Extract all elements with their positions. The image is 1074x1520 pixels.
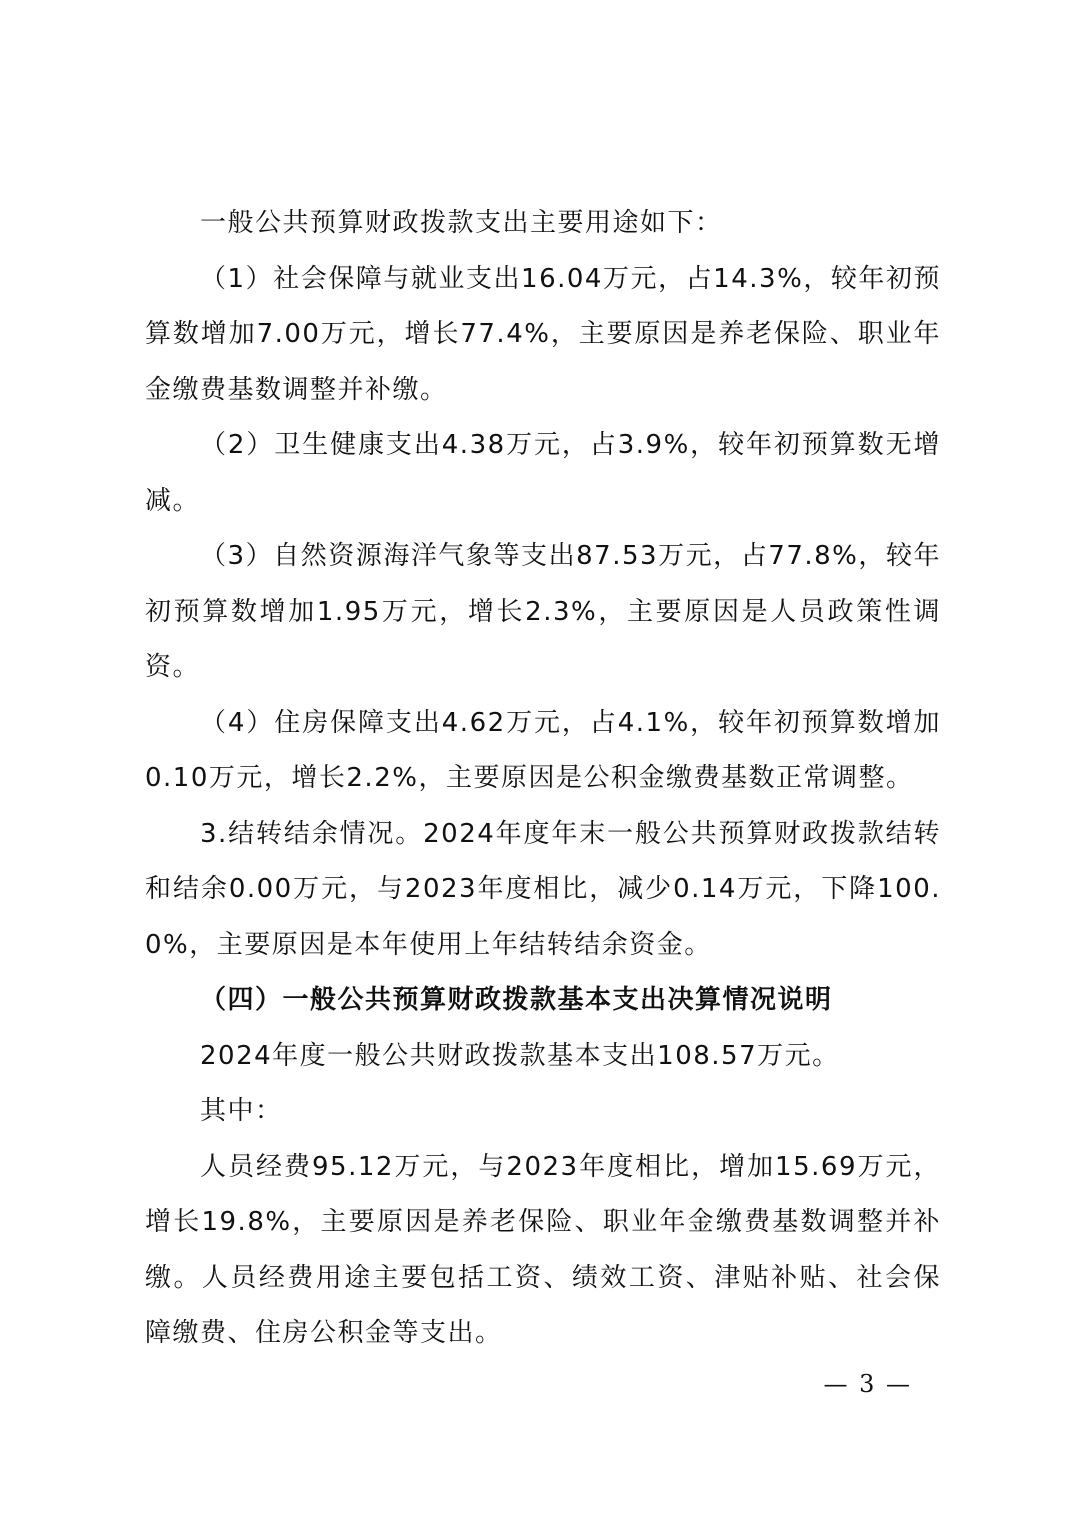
paragraph-basic-total: 2024年度一般公共财政拨款基本支出108.57万元。 bbox=[200, 1040, 840, 1071]
paragraph-health: （2）卫生健康支出4.38万元，占3.9%，较年初预算数无增减。 bbox=[145, 430, 941, 516]
paragraph-housing: （4）住房保障支出4.62万元，占4.1%，较年初预算数增加0.10万元，增长2.2%，主要原因是公积金缴费基数正常调整。 bbox=[145, 707, 941, 793]
document-body bbox=[145, 196, 941, 1362]
paragraph-intro: 一般公共预算财政拨款支出主要用途如下： bbox=[200, 208, 723, 238]
section-heading: （四）一般公共预算财政拨款基本支出决算情况说明 bbox=[200, 985, 833, 1015]
paragraph-among: 其中： bbox=[200, 1096, 283, 1126]
paragraph-carryover: 3.结转结余情况。2024年度年末一般公共预算财政拨款结转和结余0.00万元，与2023年度相比，减少0.14万元，下降100.0%，主要原因是本年使用上年结转结余资金。 bbox=[145, 818, 941, 960]
page-number: — 3 — bbox=[823, 1370, 912, 1398]
paragraph-natural-resources: （3）自然资源海洋气象等支出87.53万元，占77.8%，较年初预算数增加1.95万元，增长2.3%，主要原因是人员政策性调资。 bbox=[145, 541, 941, 682]
paragraph-social-security: （1）社会保障与就业支出16.04万元，占14.3%，较年初预算数增加7.00万元，增长77.4%，主要原因是养老保险、职业年金缴费基数调整并补缴。 bbox=[145, 263, 941, 405]
paragraph-personnel: 人员经费95.12万元，与2023年度相比，增加15.69万元，增长19.8%，主要原因是养老保险、职业年金缴费基数调整并补缴。人员经费用途主要包括工资、绩效工资、津贴补贴、社会保障缴费、住房公积金等支出。 bbox=[145, 1151, 941, 1348]
